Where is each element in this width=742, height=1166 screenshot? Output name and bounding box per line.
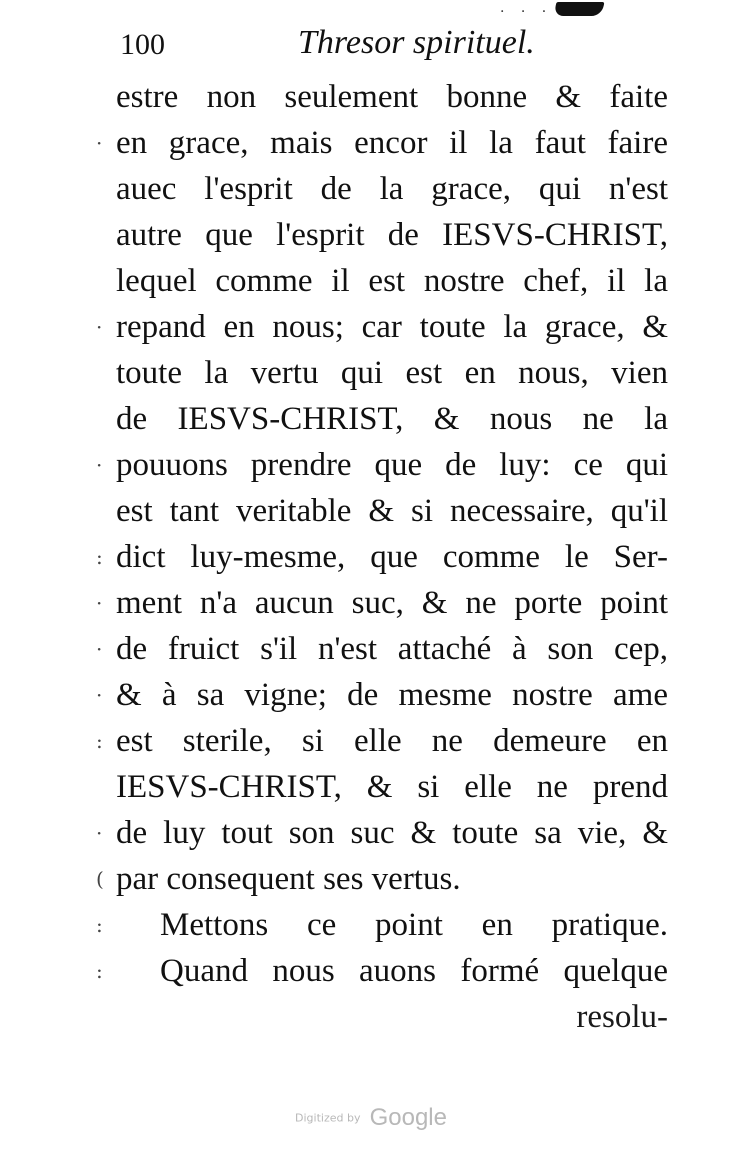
- margin-mark: [96, 258, 116, 304]
- margin-mark: [96, 764, 116, 810]
- margin-mark: :: [96, 729, 103, 753]
- text-line: IESVS-CHRIST, & si elle ne prend: [116, 769, 668, 805]
- page-number: 100: [120, 28, 165, 61]
- text-line: autre que l'esprit de IESVS-CHRIST,: [116, 217, 668, 253]
- left-margin-marks: [96, 74, 116, 1040]
- margin-mark: [96, 74, 116, 120]
- text-line: dict luy-mesme, que comme le Ser-: [116, 539, 668, 575]
- margin-mark: ·: [96, 821, 103, 845]
- margin-mark: ·: [96, 315, 103, 339]
- margin-mark: [96, 212, 116, 258]
- margin-mark: ·: [96, 637, 103, 661]
- margin-mark: :: [96, 545, 103, 569]
- watermark-prefix: Digitized by: [295, 1111, 361, 1125]
- margin-mark: [96, 396, 116, 442]
- body-text: [116, 74, 668, 1040]
- digitized-watermark: [0, 1104, 742, 1132]
- margin-mark: ·: [96, 683, 103, 707]
- margin-mark: ·: [96, 131, 103, 155]
- margin-mark: (: [96, 867, 104, 891]
- margin-mark: [96, 166, 116, 212]
- margin-mark: ·: [96, 591, 103, 615]
- text-line: & à sa vigne; de mesme nostre ame: [116, 677, 668, 713]
- text-line: ment n'a aucun suc, & ne porte point: [116, 585, 668, 621]
- margin-mark: ·: [96, 453, 103, 477]
- text-line: est tant veritable & si necessaire, qu'il: [116, 493, 668, 529]
- text-line: toute la vertu qui est en nous, vien: [116, 355, 668, 391]
- text-line: pouuons prendre que de luy: ce qui: [116, 447, 668, 483]
- margin-mark: [96, 350, 116, 396]
- text-line: de fruict s'il n'est attaché à son cep,: [116, 631, 668, 667]
- text-line: Quand nous auons formé quelque: [160, 953, 668, 989]
- text-line: auec l'esprit de la grace, qui n'est: [116, 171, 668, 207]
- text-line: est sterile, si elle ne demeure en: [116, 723, 668, 759]
- text-line: estre non seulement bonne & faite: [116, 79, 668, 115]
- text-line: de luy tout son suc & toute sa vie, &: [116, 815, 668, 851]
- catchword: resolu-: [576, 999, 668, 1035]
- text-line: Mettons ce point en pratique.: [160, 907, 668, 943]
- margin-mark: :: [96, 959, 103, 983]
- google-logo: Google: [369, 1104, 447, 1131]
- text-line: de IESVS-CHRIST, & nous ne la: [116, 401, 668, 437]
- page-header: [120, 20, 680, 70]
- text-line: repand en nous; car toute la grace, &: [116, 309, 668, 345]
- margin-mark: [96, 994, 116, 1040]
- text-line: par consequent ses vertus.: [116, 861, 461, 897]
- ink-smudge-mark: [554, 2, 605, 16]
- margin-mark: [96, 488, 116, 534]
- text-line: lequel comme il est nostre chef, il la: [116, 263, 668, 299]
- running-title: Thresor spirituel.: [298, 24, 535, 61]
- text-line: en grace, mais encor il la faut faire: [116, 125, 668, 161]
- top-edge-specks: · · ·: [500, 4, 553, 20]
- margin-mark: :: [96, 913, 103, 937]
